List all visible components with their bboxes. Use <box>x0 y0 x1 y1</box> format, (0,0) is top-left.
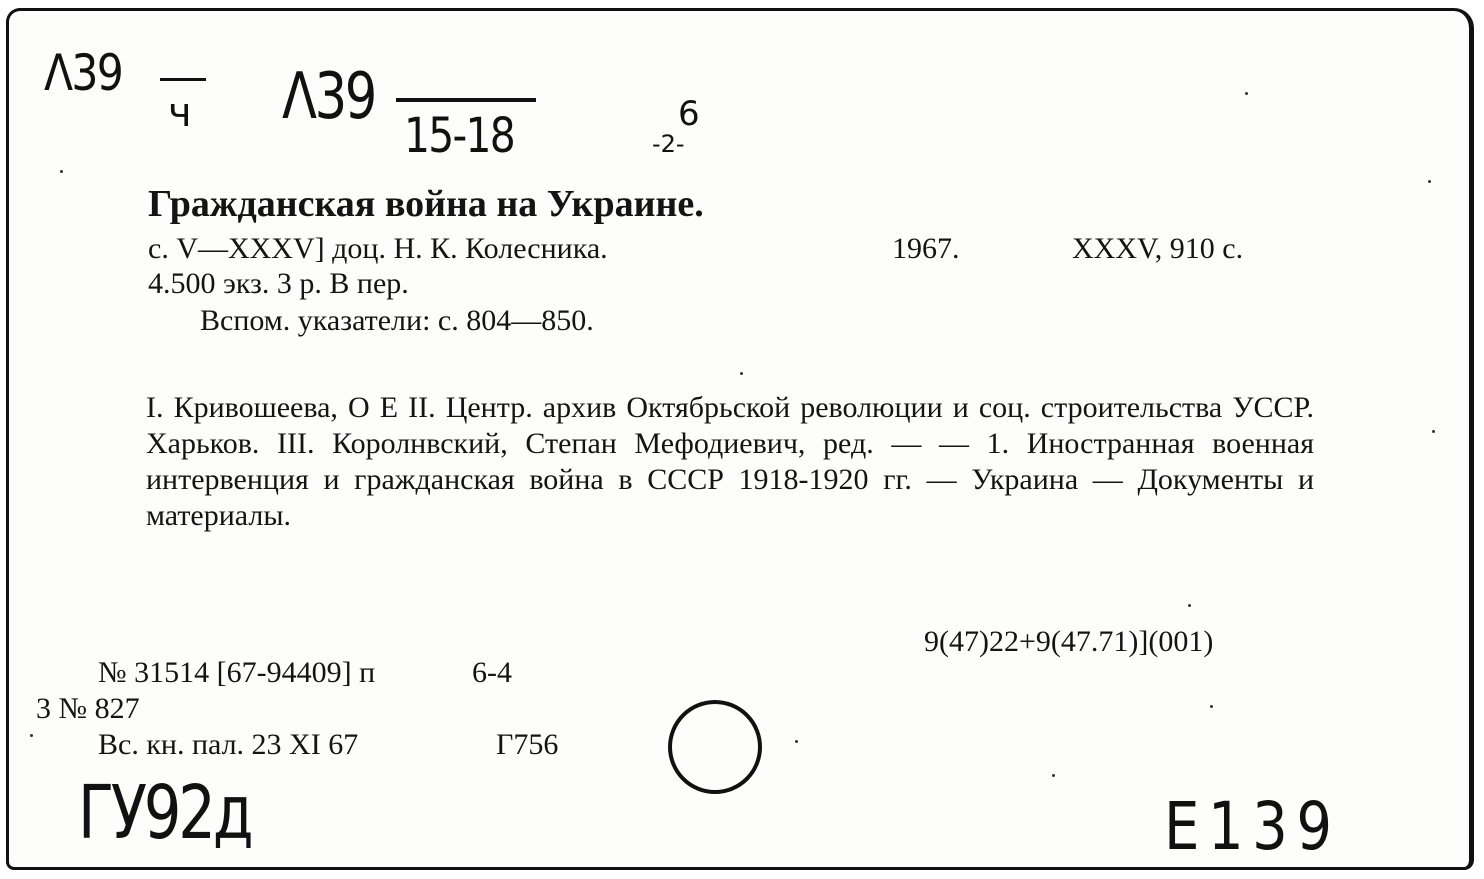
scan-speck <box>1245 92 1248 95</box>
fraction-line-b <box>396 98 536 102</box>
scan-speck <box>1210 705 1213 708</box>
handwritten-mark-c-sub: -2- <box>652 130 685 158</box>
scan-speck <box>1188 604 1191 607</box>
scan-speck <box>740 372 743 375</box>
editor-line: с. V—XXXV] доц. Н. К. Колесника. <box>148 232 608 265</box>
scan-speck <box>1052 774 1055 777</box>
book-title: Гражданская война на Украине. <box>148 183 704 225</box>
book-chamber-record: Вс. кн. пал. 23 XI 67 <box>98 728 359 761</box>
handwritten-call-number-a: Λ39 <box>44 44 123 102</box>
index-note: Вспом. указатели: с. 804—850. <box>200 304 594 337</box>
handwritten-mark-c: 6 <box>678 94 700 134</box>
publication-year: 1967. <box>892 232 960 265</box>
handwritten-call-number-b: Λ39 <box>282 60 375 134</box>
fraction-line-a <box>160 78 206 81</box>
order-code: 6-4 <box>472 656 512 689</box>
order-number: № 31514 [67-94409] п <box>98 656 376 689</box>
subject-headings: I. Кривошеева, О Е II. Центр. архив Октябрьской революции и соц. строительства УССР. Харьков. III. Королнвский, Степан Мефодиевич, ред. — — 1. Иностранная военная интервенция и гражданская война в СССР 1918-1920 гг. — Украина — Документы и материалы. <box>146 391 1314 532</box>
scan-speck <box>60 170 63 173</box>
scan-speck <box>795 740 798 743</box>
udc-classification: 9(47)22+9(47.71)](001) <box>924 625 1214 658</box>
handwritten-call-number-b-sub: 15-18 <box>404 108 515 164</box>
page-count: XXXV, 910 с. <box>1072 232 1244 265</box>
handwritten-call-number-a-sub: ч <box>168 90 192 136</box>
scan-speck <box>1432 430 1435 433</box>
record-code: Г756 <box>496 728 559 761</box>
copy-number: 3 № 827 <box>36 692 140 725</box>
punch-hole-circle <box>668 700 762 794</box>
handwritten-shelf-mark-left: ГУ92д <box>78 770 251 856</box>
handwritten-shelf-mark-right: Е139 <box>1164 788 1341 865</box>
edition-line: 4.500 экз. 3 р. В пер. <box>148 267 409 300</box>
scan-speck <box>1428 180 1431 183</box>
scan-speck <box>30 734 33 737</box>
